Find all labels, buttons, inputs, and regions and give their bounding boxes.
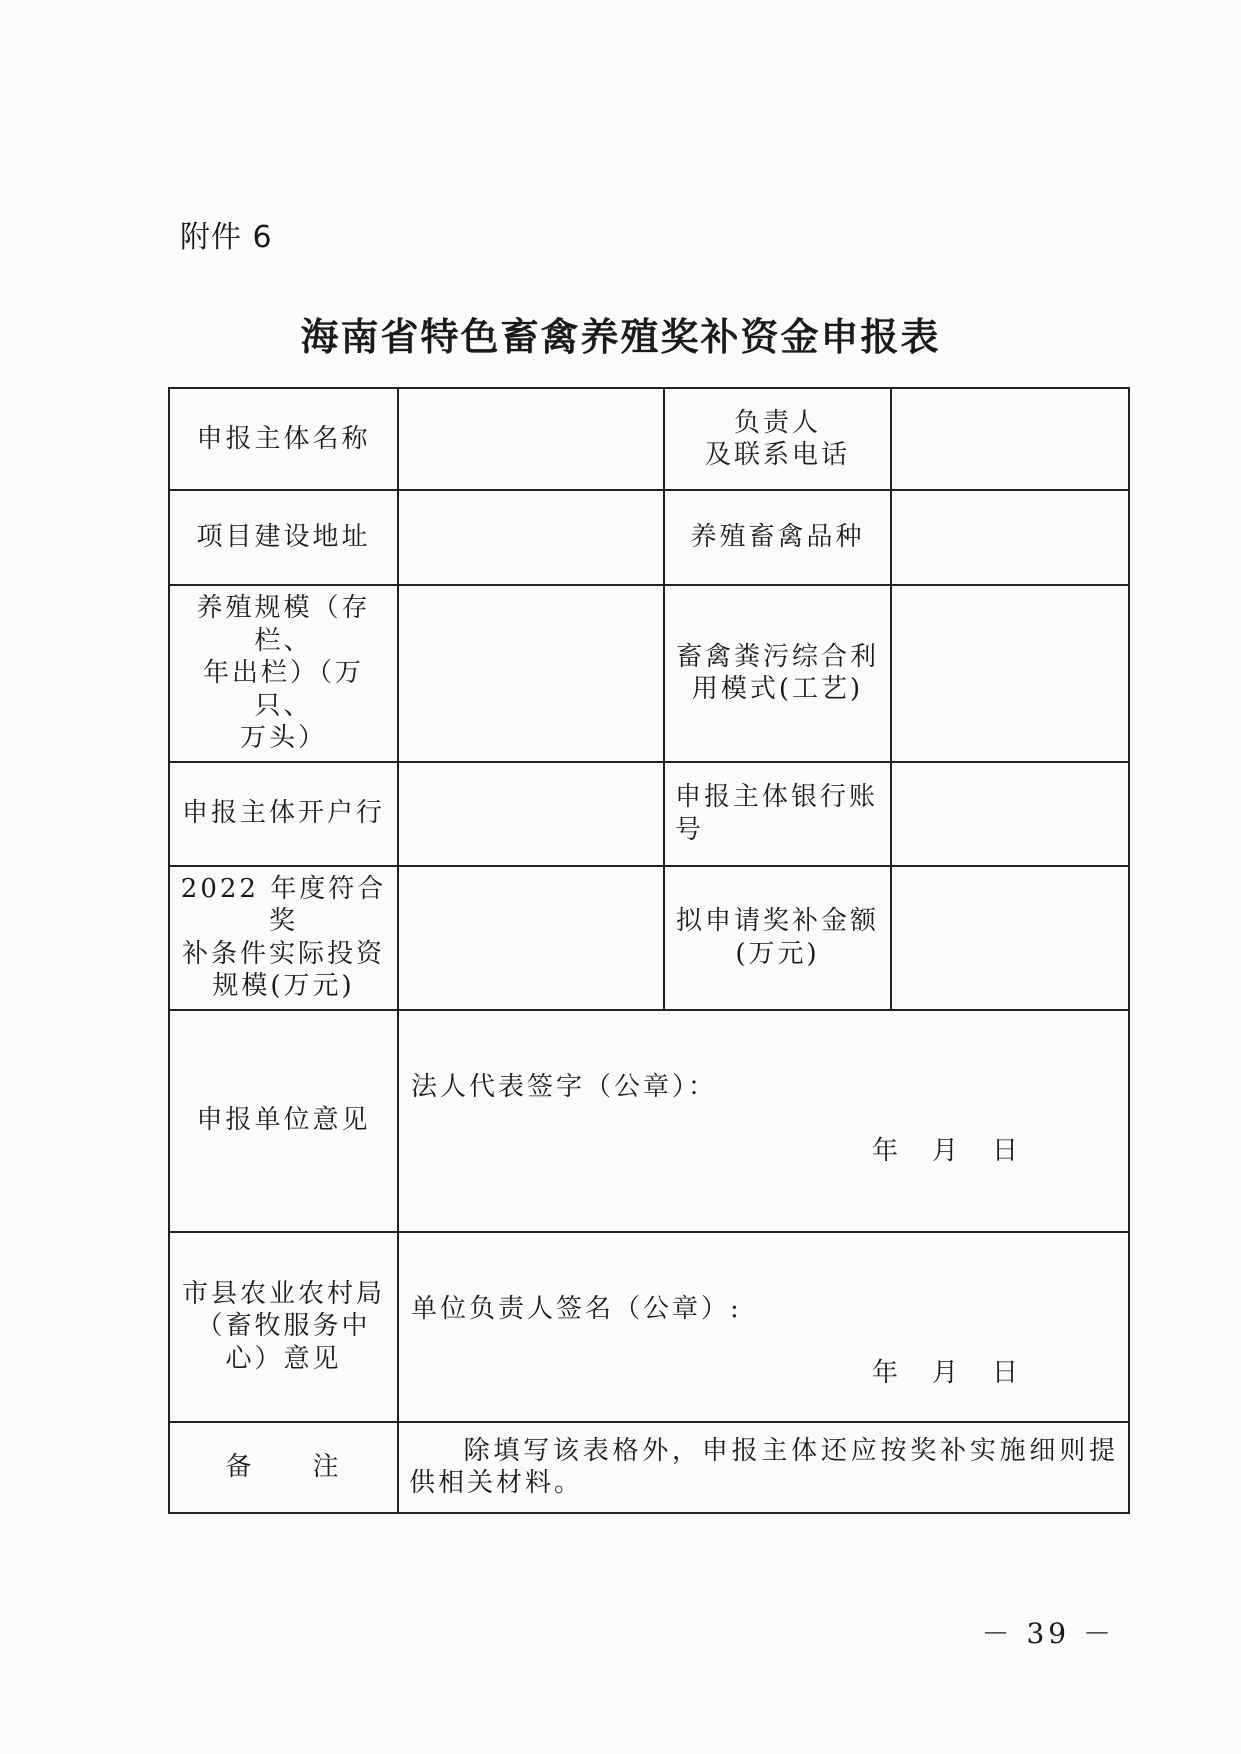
project-address-field[interactable] [398,490,664,585]
label-bank-account: 申报主体银行账 号 [664,762,891,866]
label-contact: 负责人 及联系电话 [664,388,891,490]
label-investment: 2022 年度符合奖 补条件实际投资 规模(万元) [169,866,398,1010]
leader-signature-label: 单位负责人签名（公章）: [411,1293,742,1324]
label-subsidy-amount: 拟申请奖补金额 (万元) [664,866,891,1010]
label-manure-mode: 畜禽粪污综合利 用模式(工艺) [664,585,891,762]
label-scale: 养殖规模（存栏、 年出栏）（万只、 万头） [169,585,398,762]
bank-account-field[interactable] [891,762,1129,866]
table-row [169,1010,1129,1232]
page-number: － 39 － [981,1617,1115,1650]
label-bureau-opinion: 市县农业农村局 （畜牧服务中 心）意见 [169,1232,398,1422]
table-row [169,1232,1129,1422]
signature-date: 年 月 日 [871,1135,1018,1166]
label-remark: 备 注 [169,1422,398,1513]
bureau-opinion-field[interactable] [398,1232,1129,1422]
form-title: 海南省特色畜禽养殖奖补资金申报表 [300,314,941,359]
remark-text: 除填写该表格外，申报主体还应按奖补实施细则提供相关材料。 [398,1422,1129,1513]
table-row [169,388,1129,490]
scale-field[interactable] [398,585,664,762]
manure-mode-field[interactable] [891,585,1129,762]
contact-field[interactable] [891,388,1129,490]
signature-date: 年 月 日 [871,1357,1018,1388]
table-row [169,866,1129,1010]
subsidy-amount-field[interactable] [891,866,1129,1010]
legal-rep-signature-label: 法人代表签字（公章）： [411,1071,718,1102]
application-form-table [168,387,1130,1514]
unit-opinion-field[interactable] [398,1010,1129,1232]
table-row [169,1422,1129,1513]
table-row [169,762,1129,866]
label-project-address: 项目建设地址 [169,490,398,585]
label-applicant-name: 申报主体名称 [169,388,398,490]
label-unit-opinion: 申报单位意见 [169,1010,398,1232]
table-row [169,490,1129,585]
applicant-name-field[interactable] [398,388,664,490]
investment-field[interactable] [398,866,664,1010]
label-bank: 申报主体开户行 [169,762,398,866]
table-row [169,585,1129,762]
breed-field[interactable] [891,490,1129,585]
label-breed: 养殖畜禽品种 [664,490,891,585]
attachment-label: 附件 6 [180,220,273,255]
bank-field[interactable] [398,762,664,866]
